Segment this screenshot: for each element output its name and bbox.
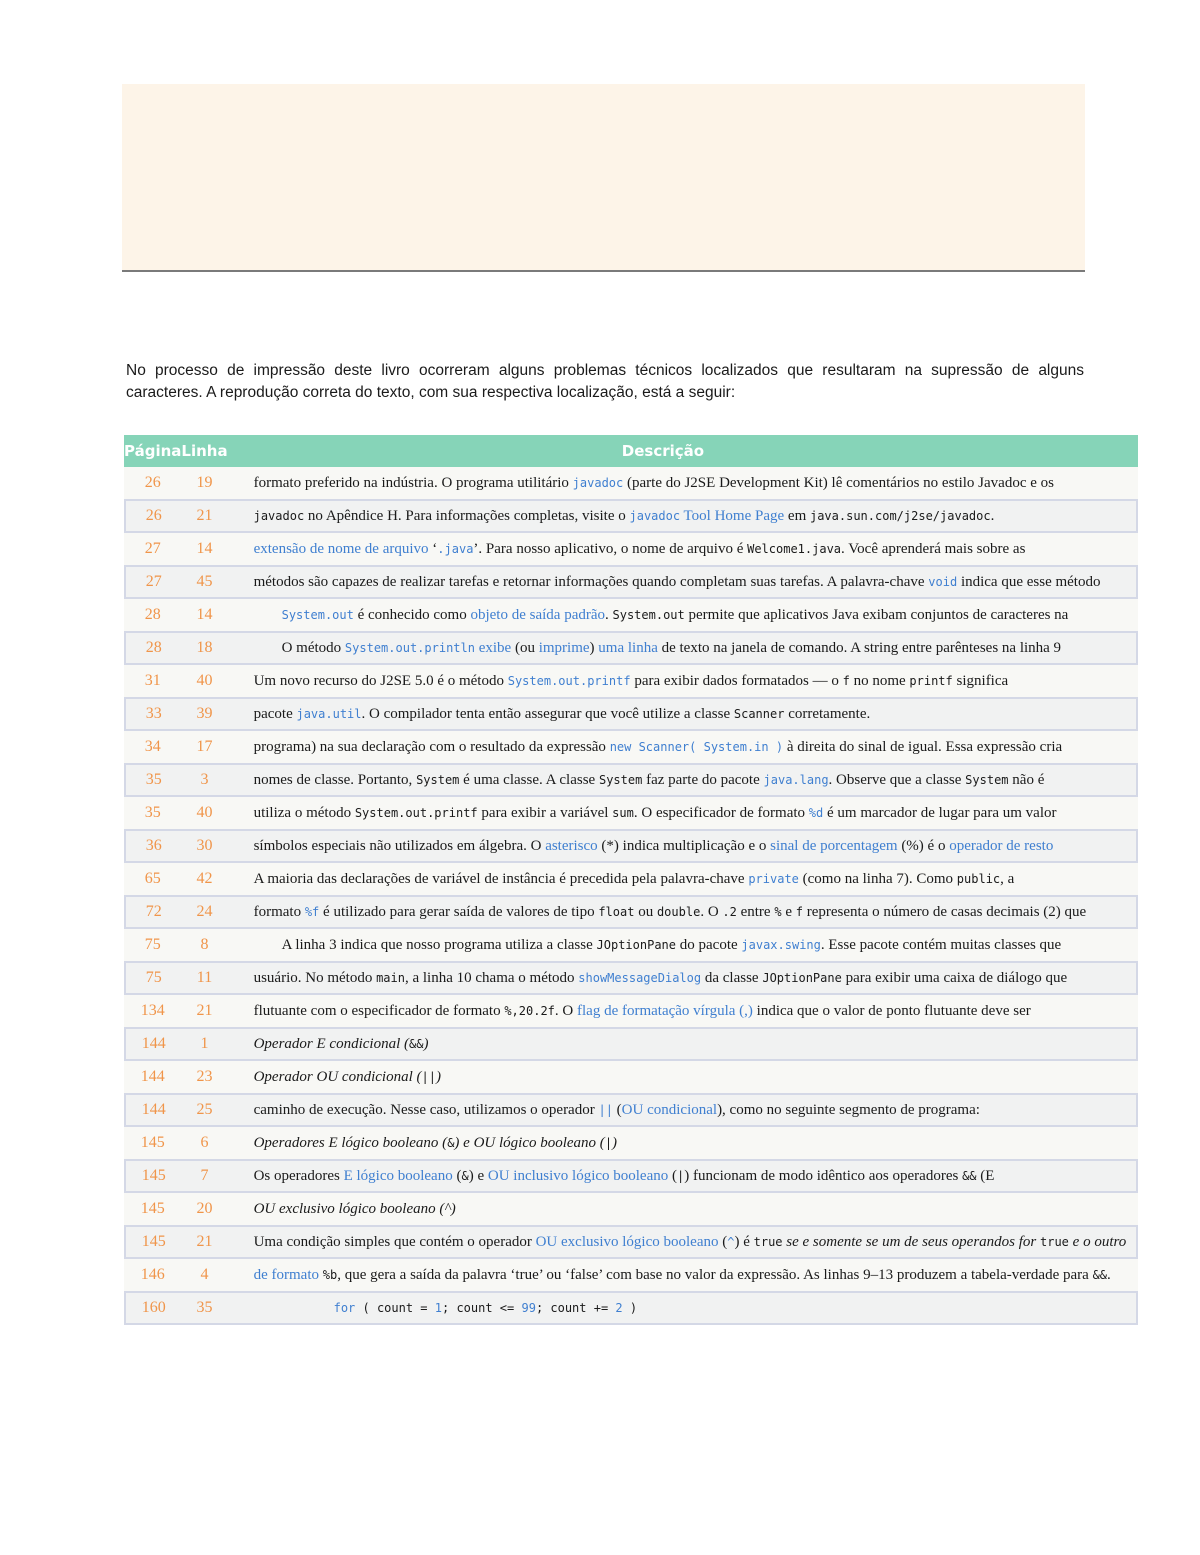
line-number: 30 <box>181 829 227 863</box>
code-segment: ) <box>622 1300 638 1315</box>
errata-row <box>124 1193 1138 1225</box>
text-segment: . O compilador tenta então assegurar que você utilize a classe <box>361 705 734 722</box>
code-segment: ( count = <box>355 1300 435 1315</box>
errata-table <box>124 435 1138 1325</box>
text-segment: ( <box>452 1167 462 1184</box>
text-segment: Uma condição simples que contém o operador <box>253 1233 536 1250</box>
description-text <box>228 995 1139 1027</box>
page-number: 27 <box>124 533 181 565</box>
text-segment: utiliza o método <box>253 804 355 821</box>
text-segment: ( <box>612 1101 622 1118</box>
code-segment: | <box>604 1135 613 1150</box>
line-number: 7 <box>181 1159 227 1193</box>
text-segment: Os operadores <box>253 1167 344 1184</box>
highlighted-term: de formato <box>253 1266 323 1283</box>
code-segment: javadoc <box>253 508 305 523</box>
errata-row <box>124 631 1138 665</box>
page-number: 160 <box>124 1291 181 1325</box>
description-text <box>228 863 1139 895</box>
highlighted-term: OU condicional <box>621 1101 718 1118</box>
text-segment: pacote <box>253 705 297 722</box>
line-number: 21 <box>181 1225 227 1259</box>
text-segment: A linha 3 indica que nosso programa utiliza a classe <box>281 936 597 953</box>
italic-segment: Operador OU condicional ( <box>253 1068 422 1085</box>
highlighted-term: E lógico booleano <box>343 1167 453 1184</box>
text-segment: flutuante com o especificador de formato <box>253 1002 505 1019</box>
description-text <box>228 1061 1139 1093</box>
intro-paragraph: No processo de impressão deste livro ocorreram alguns problemas técnicos localizados que resultaram na supressão de alguns caracteres. A reprodução correta do texto, com sua respectiva localização, está a seguir: <box>126 361 1084 401</box>
description-text <box>228 797 1139 829</box>
italic-segment: e o outro <box>1068 1233 1127 1250</box>
code-segment: f <box>795 904 803 919</box>
errata-row <box>124 1259 1138 1291</box>
code-segment: public <box>956 871 1001 886</box>
text-segment: é conhecido como <box>353 606 471 623</box>
italic-segment: ) <box>423 1035 429 1052</box>
highlighted-term: Tool Home Page <box>680 507 785 524</box>
line-number: 14 <box>181 599 227 631</box>
text-segment: para exibir a variável <box>477 804 613 821</box>
text-segment: indica que esse método <box>957 573 1101 590</box>
code-segment: System.out.println <box>344 640 475 655</box>
text-segment: . Observe que a classe <box>828 771 966 788</box>
code-segment: main <box>376 970 405 985</box>
text-segment: (como na linha 7). Como <box>798 870 957 887</box>
italic-segment: OU exclusivo lógico booleano (^) <box>253 1200 456 1217</box>
line-number: 8 <box>181 929 227 961</box>
errata-row <box>124 797 1138 829</box>
code-segment: System.out <box>612 607 685 622</box>
highlighted-term: asterisco <box>545 837 598 854</box>
header-line: Linha <box>181 435 227 467</box>
code-segment: Scanner <box>733 706 785 721</box>
errata-row <box>124 533 1138 565</box>
description-text <box>228 1093 1139 1127</box>
code-segment: f <box>842 673 850 688</box>
highlighted-term: OU inclusivo lógico booleano <box>487 1167 669 1184</box>
line-number: 21 <box>181 499 227 533</box>
text-segment: à direita do sinal de igual. Essa expressão cria <box>783 738 1063 755</box>
code-segment: %b <box>322 1267 338 1282</box>
code-segment: javadoc <box>629 508 681 523</box>
text-segment: . O <box>700 903 723 920</box>
italic-segment: Operadores E lógico booleano ( <box>253 1134 448 1151</box>
text-segment: é utilizado para gerar saída de valores de tipo <box>319 903 599 920</box>
text-segment: ) funcionam de modo idêntico aos operadores <box>684 1167 963 1184</box>
errata-row <box>124 895 1138 929</box>
highlighted-term: OU exclusivo lógico booleano <box>535 1233 719 1250</box>
errata-row <box>124 929 1138 961</box>
text-segment: (%) é o <box>897 837 950 854</box>
line-number: 14 <box>181 533 227 565</box>
code-segment: && <box>408 1036 424 1051</box>
line-number: 35 <box>181 1291 227 1325</box>
errata-body <box>124 467 1138 1325</box>
text-segment: é uma classe. A classe <box>459 771 599 788</box>
italic-segment: ) <box>612 1134 618 1151</box>
highlighted-term: operador de resto <box>949 837 1054 854</box>
text-segment: , que gera a saída da palavra ‘true’ ou ‘false’ com base no valor da expressão. As linhas 9–13 produzem a tabela-verdade para <box>337 1266 1093 1283</box>
page-number: 27 <box>124 565 181 599</box>
code-segment: java.lang <box>763 772 829 787</box>
errata-row <box>124 995 1138 1027</box>
code-segment: || <box>421 1069 436 1084</box>
text-segment: formato preferido na indústria. O programa utilitário <box>253 474 573 491</box>
code-segment: for <box>333 1300 356 1315</box>
description-text <box>228 631 1139 665</box>
line-number: 19 <box>181 467 227 499</box>
code-segment: showMessageDialog <box>578 970 702 985</box>
code-segment: JOptionPane <box>762 970 842 985</box>
code-segment: 99 <box>521 1300 536 1315</box>
text-segment: e <box>781 903 796 920</box>
description-text <box>228 829 1139 863</box>
errata-row <box>124 499 1138 533</box>
code-segment: ; count += <box>535 1300 616 1315</box>
text-segment: corretamente. <box>784 705 871 722</box>
code-segment: printf <box>909 673 953 688</box>
line-number: 6 <box>181 1127 227 1159</box>
page-number: 28 <box>124 631 181 665</box>
text-segment: . O especificador de formato <box>633 804 809 821</box>
errata-row <box>124 565 1138 599</box>
errata-row <box>124 1225 1138 1259</box>
text-segment: de texto na janela de comando. A string entre parênteses na linha 9 <box>657 639 1062 656</box>
errata-row <box>124 467 1138 499</box>
text-segment: permite que aplicativos Java exibam conjuntos de caracteres na <box>684 606 1069 623</box>
description-text <box>228 599 1139 631</box>
code-segment: new Scanner( System.in ) <box>609 739 784 754</box>
line-number: 25 <box>181 1093 227 1127</box>
code-segment: System <box>965 772 1009 787</box>
errata-row <box>124 1127 1138 1159</box>
highlighted-term: uma linha <box>598 639 658 656</box>
line-number: 20 <box>181 1193 227 1225</box>
text-segment: não é <box>1008 771 1045 788</box>
page-number: 34 <box>124 731 181 763</box>
code-segment: System <box>416 772 460 787</box>
page-number: 144 <box>124 1061 181 1093</box>
description-text <box>228 665 1139 697</box>
text-segment: ’. Para nosso aplicativo, o nome de arquivo é <box>473 540 748 557</box>
header-page: Página <box>124 435 181 467</box>
page-number: 31 <box>124 665 181 697</box>
line-number: 11 <box>181 961 227 995</box>
text-segment: em <box>784 507 810 524</box>
page-number: 134 <box>124 995 181 1027</box>
errata-row <box>124 697 1138 731</box>
page-number: 146 <box>124 1259 181 1291</box>
errata-row <box>124 1061 1138 1093</box>
code-segment: float <box>598 904 635 919</box>
text-segment: para exibir uma caixa de diálogo que <box>841 969 1068 986</box>
highlighted-term: sinal de porcentagem <box>770 837 898 854</box>
code-segment: Welcome1.java <box>747 541 842 556</box>
text-segment: . <box>990 507 995 524</box>
text-segment: ) <box>589 639 599 656</box>
text-segment: ( <box>668 1167 677 1184</box>
italic-segment: se e somente se um de seus operandos for <box>782 1233 1040 1250</box>
page-number: 28 <box>124 599 181 631</box>
code-segment: System <box>598 772 643 787</box>
description-text <box>228 1225 1139 1259</box>
page-number: 33 <box>124 697 181 731</box>
text-segment: faz parte do pacote <box>642 771 764 788</box>
text-segment: . O <box>554 1002 577 1019</box>
text-segment: formato <box>253 903 305 920</box>
page-number: 35 <box>124 763 181 797</box>
errata-row <box>124 599 1138 631</box>
description-text <box>228 1193 1139 1225</box>
code-segment: %d <box>808 805 824 820</box>
text-segment: é um marcador de lugar para um valor <box>823 804 1057 821</box>
text-segment: Um novo recurso do J2SE 5.0 é o método <box>253 672 508 689</box>
errata-row <box>124 731 1138 763</box>
text-segment: (*) indica multiplicação e o <box>597 837 771 854</box>
text-segment: caminho de execução. Nesse caso, utilizamos o operador <box>253 1101 599 1118</box>
page-number: 145 <box>124 1193 181 1225</box>
text-segment: ), como no seguinte segmento de programa: <box>717 1101 980 1118</box>
line-number: 42 <box>181 863 227 895</box>
description-text <box>228 1291 1139 1325</box>
highlighted-term: imprime <box>538 639 590 656</box>
text-segment: para exibir dados formatados — o <box>630 672 843 689</box>
errata-row <box>124 961 1138 995</box>
errata-header-row <box>124 435 1138 467</box>
text-segment: nomes de classe. Portanto, <box>253 771 417 788</box>
description-text <box>228 1159 1139 1193</box>
description-text <box>228 731 1139 763</box>
description-text <box>228 565 1139 599</box>
text-segment: entre <box>736 903 775 920</box>
code-segment: javax.swing <box>741 937 821 952</box>
code-segment: System.out <box>281 607 354 622</box>
text-segment: métodos são capazes de realizar tarefas e retornar informações quando completam suas tarefas. A palavra-chave <box>253 573 929 590</box>
text-segment: O método <box>281 639 345 656</box>
italic-segment: Operador E condicional ( <box>253 1035 409 1052</box>
text-segment: . Você aprenderá mais sobre as <box>841 540 1026 557</box>
text-segment: (parte do J2SE Development Kit) lê comentários no estilo Javadoc e os <box>623 474 1054 491</box>
text-segment: programa) na sua declaração com o resultado da expressão <box>253 738 610 755</box>
page-number: 144 <box>124 1093 181 1127</box>
errata-row <box>124 665 1138 697</box>
code-segment: JOptionPane <box>596 937 676 952</box>
text-segment: símbolos especiais não utilizados em álgebra. O <box>253 837 546 854</box>
text-segment: . Esse pacote contém muitas classes que <box>820 936 1062 953</box>
code-segment: ; count <= <box>442 1300 522 1315</box>
errata-row <box>124 1093 1138 1127</box>
description-text <box>228 961 1139 995</box>
italic-segment: ) <box>435 1068 441 1085</box>
description-text <box>228 1259 1139 1291</box>
line-number: 17 <box>181 731 227 763</box>
header-banner <box>122 84 1085 270</box>
code-segment: true <box>753 1234 783 1249</box>
text-segment: . <box>1107 1266 1111 1283</box>
description-text <box>228 895 1139 929</box>
code-segment: ^ <box>727 1234 735 1249</box>
code-segment: private <box>748 871 799 886</box>
code-segment: | <box>677 1168 685 1183</box>
text-segment: (ou <box>511 639 539 656</box>
highlighted-term: exibe <box>474 639 512 656</box>
highlighted-term: flag de formatação vírgula (,) <box>577 1002 753 1019</box>
line-number: 45 <box>181 565 227 599</box>
page-number: 75 <box>124 929 181 961</box>
line-number: 18 <box>181 631 227 665</box>
line-number: 1 <box>181 1027 227 1061</box>
code-segment: 1 <box>434 1300 442 1315</box>
code-segment: % <box>774 904 782 919</box>
description-text <box>228 499 1139 533</box>
line-number: 24 <box>181 895 227 929</box>
code-segment: && <box>1092 1267 1108 1282</box>
highlighted-term: objeto de saída padrão <box>470 606 605 623</box>
description-text <box>228 763 1139 797</box>
code-segment: && <box>962 1168 977 1183</box>
description-text <box>228 697 1139 731</box>
line-number: 4 <box>181 1259 227 1291</box>
text-segment: representa o número de casas decimais (2) que <box>802 903 1087 920</box>
line-number: 40 <box>181 665 227 697</box>
text-segment: ou <box>634 903 657 920</box>
description-text <box>228 1127 1139 1159</box>
code-segment: .2 <box>722 904 737 919</box>
code-segment: %f <box>304 904 320 919</box>
text-segment: significa <box>952 672 1009 689</box>
text-segment: , a linha 10 chama o método <box>404 969 579 986</box>
code-segment: java.sun.com/j2se/javadoc <box>809 508 991 523</box>
text-segment: no Apêndice H. Para informações completas, visite o <box>304 507 630 524</box>
text-segment: indica que o valor de ponto flutuante deve ser <box>752 1002 1031 1019</box>
errata-row <box>124 863 1138 895</box>
text-segment: ) e <box>468 1167 488 1184</box>
errata-row <box>124 1027 1138 1061</box>
italic-segment: ) e OU lógico booleano ( <box>454 1134 605 1151</box>
errata-row <box>124 1291 1138 1325</box>
page-number: 35 <box>124 797 181 829</box>
description-text <box>228 467 1139 499</box>
code-segment: sum <box>612 805 634 820</box>
header-description: Descrição <box>228 435 1139 467</box>
text-segment: da classe <box>701 969 763 986</box>
page-number: 36 <box>124 829 181 863</box>
errata-row <box>124 763 1138 797</box>
text-segment: ( <box>718 1233 728 1250</box>
header-divider <box>122 270 1085 272</box>
page-number: 65 <box>124 863 181 895</box>
text-segment: A maioria das declarações de variável de instância é precedida pela palavra-chave <box>253 870 749 887</box>
code-segment: void <box>928 574 958 589</box>
line-number: 40 <box>181 797 227 829</box>
code-segment: & <box>461 1168 469 1183</box>
code-segment: || <box>598 1102 613 1117</box>
page-number: 26 <box>124 467 181 499</box>
text-segment: ) é <box>734 1233 754 1250</box>
code-segment: System.out.printf <box>354 805 478 820</box>
text-segment: , a <box>1000 870 1015 887</box>
page-number: 145 <box>124 1127 181 1159</box>
description-text <box>228 533 1139 565</box>
description-text <box>228 929 1139 961</box>
code-segment: System.out.printf <box>507 673 631 688</box>
page-number: 145 <box>124 1159 181 1193</box>
line-number: 21 <box>181 995 227 1027</box>
line-number: 23 <box>181 1061 227 1093</box>
code-segment: .java <box>437 541 474 556</box>
code-segment: javadoc <box>572 475 624 490</box>
description-text <box>228 1027 1139 1061</box>
text-segment: no nome <box>849 672 910 689</box>
code-segment: double <box>656 904 701 919</box>
page-number: 75 <box>124 961 181 995</box>
line-number: 3 <box>181 763 227 797</box>
code-segment: java.util <box>296 706 362 721</box>
code-segment: %,20.2f <box>504 1003 555 1018</box>
code-segment: & <box>447 1135 455 1150</box>
page-number: 26 <box>124 499 181 533</box>
page-number: 145 <box>124 1225 181 1259</box>
page-number: 72 <box>124 895 181 929</box>
text-segment: usuário. No método <box>253 969 377 986</box>
highlighted-term: extensão de nome de arquivo <box>253 540 433 557</box>
text-segment: (E <box>976 1167 995 1184</box>
code-segment: true <box>1040 1234 1069 1249</box>
errata-row <box>124 1159 1138 1193</box>
page-number: 144 <box>124 1027 181 1061</box>
code-segment: 2 <box>615 1300 623 1315</box>
text-segment: do pacote <box>676 936 742 953</box>
text-segment: . <box>605 606 613 623</box>
text-segment: ‘ <box>432 540 438 557</box>
errata-row <box>124 829 1138 863</box>
line-number: 39 <box>181 697 227 731</box>
